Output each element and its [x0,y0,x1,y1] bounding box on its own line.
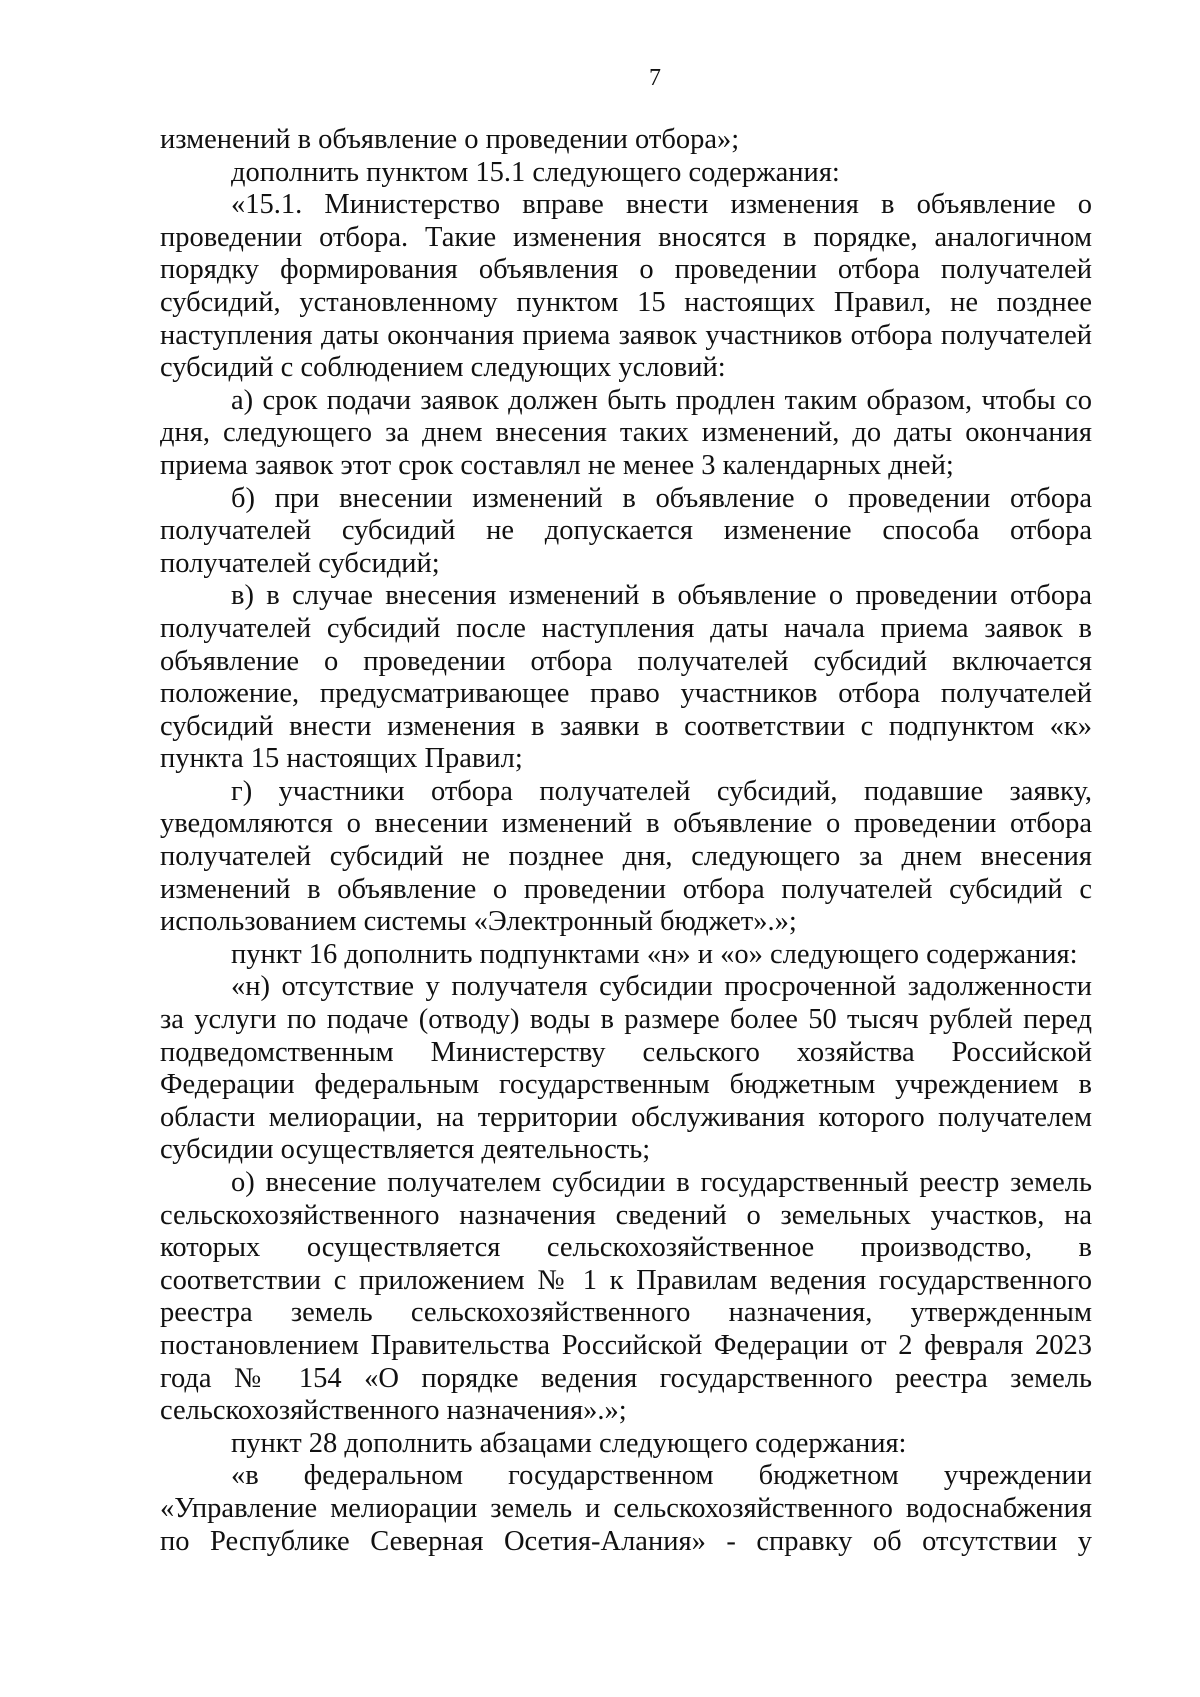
paragraph-subclause-b: б) при внесении изменений в объявление о проведении отбора получателей субсидий не допускается изменение способа отбора получателей субсидий; [160,482,1092,579]
paragraph-subclause-n: «н) отсутствие у получателя субсидии просроченной задолженности за услуги по подаче (отводу) воды в размере более 50 тысяч рублей перед подведомственным Министерству сельского хозяйства Российской Федерации федеральным государственным бюджетным учреждением в области мелиорации, на территории обслуживания которого получателем субсидии осуществляется деятельность; [160,971,1092,1166]
page-number: 7 [649,65,661,91]
paragraph-subclause-a: а) срок подачи заявок должен быть продлен таким образом, чтобы со дня, следующего за днем внесения таких изменений, до даты окончания приема заявок этот срок составлял не менее 3 календарных дней; [160,384,1092,481]
paragraph-clause-15-1: «15.1. Министерство вправе внести изменения в объявление о проведении отбора. Такие изменения вносятся в порядке, аналогичном порядку формирования объявления о проведении отбора получателей субсидий, установленному пунктом 15 настоящих Правил, не позднее наступления даты окончания приема заявок участников отбора получателей субсидий с соблюдением следующих условий: [160,189,1092,384]
paragraph-subclause-v: в) в случае внесения изменений в объявление о проведении отбора получателей субсидий после наступления даты начала приема заявок в объявление о проведении отбора получателей субсидий включается положение, предусматривающее право участников отбора получателей субсидий внести изменения в заявки в соответствии с подпунктом «к» пункта 15 настоящих Правил; [160,580,1092,775]
paragraph-continuation: изменений в объявление о проведении отбора»; [160,124,740,155]
paragraph-amendment-15-1-intro: дополнить пунктом 15.1 следующего содержания: [231,156,840,188]
paragraph-subclause-g: г) участники отбора получателей субсидий, подавшие заявку, уведомляются о внесении изменений в объявление о проведении отбора получателей субсидий не позднее дня, следующего за днем внесения изменений в объявление о проведении отбора получателей субсидий с использованием системы «Электронный бюджет».»; [160,775,1092,938]
paragraph-subclause-o: о) внесение получателем субсидии в государственный реестр земель сельскохозяйственного назначения сведений о земельных участков, на которых осуществляется сельскохозяйственное производство, в соответствии с приложением № 1 к Правилам ведения государственного реестра земель сельскохозяйственного назначения, утвержденным постановлением Правительства Российской Федерации от 2 февраля 2023 года № 154 «О порядке ведения государственного реестра земель сельскохозяйственного назначения».»; [160,1167,1092,1427]
paragraph-amendment-28-intro: пункт 28 дополнить абзацами следующего содержания: [231,1427,907,1459]
paragraph-amendment-16-intro: пункт 16 дополнить подпунктами «н» и «о» следующего содержания: [231,938,1078,970]
paragraph-amendment-28-text: «в федеральном государственном бюджетном учреждении «Управление мелиорации земель и сельскохозяйственного водоснабжения по Республике Северная Осетия-Алания» - справку об отсутствии у [160,1460,1092,1557]
document-body [160,124,1092,1558]
